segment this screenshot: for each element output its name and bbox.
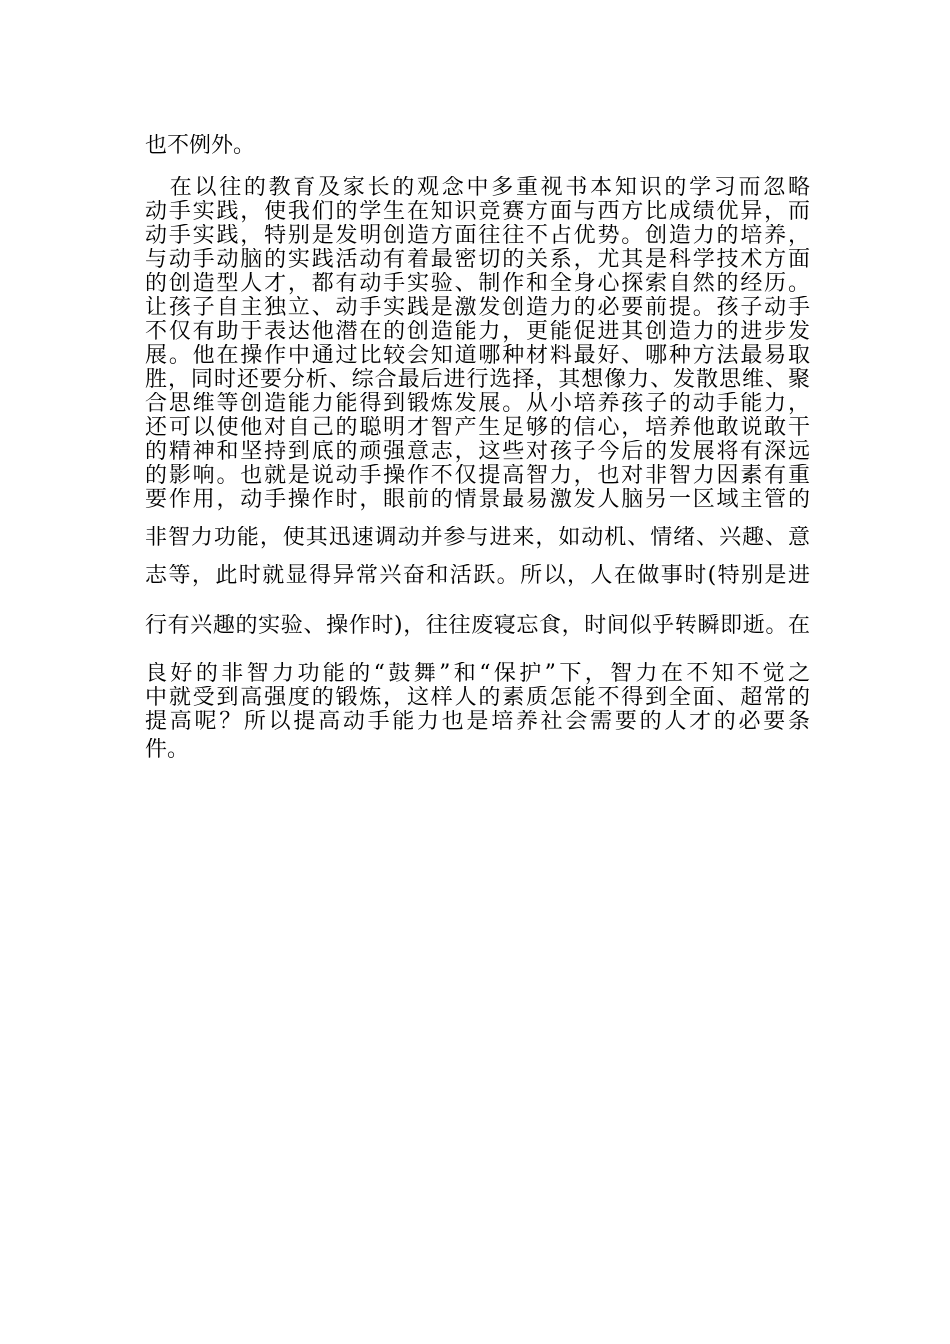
text-line: 良好的非智力功能的“鼓舞”和“保护”下，智力在不知不觉之 xyxy=(145,662,810,686)
text-line: 也不例外。 xyxy=(145,134,256,158)
text-line: 要作用，动手操作时，眼前的情景最易激发人脑另一区域主管的 xyxy=(145,488,810,512)
text-line: 让孩子自主独立、动手实践是激发创造力的必要前提。孩子动手 xyxy=(145,296,810,320)
text-line: 提高呢？所以提高动手能力也是培养社会需要的人才的必要条 xyxy=(145,710,810,734)
text-line: 行有兴趣的实验、操作时)，往往废寝忘食，时间似乎转瞬即逝。在 xyxy=(145,614,810,638)
text-line: 中就受到高强度的锻炼，这样人的素质怎能不得到全面、超常的 xyxy=(145,686,810,710)
text-line: 展。他在操作中通过比较会知道哪种材料最好、哪种方法最易取 xyxy=(145,344,810,368)
text-line: 不仅有助于表达他潜在的创造能力，更能促进其创造力的进步发 xyxy=(145,320,810,344)
text-line: 胜，同时还要分析、综合最后进行选择，其想像力、发散思维、聚 xyxy=(145,368,810,392)
text-line: 志等，此时就显得异常兴奋和活跃。所以，人在做事时(特别是进 xyxy=(145,564,810,588)
text-line: 还可以使他对自己的聪明才智产生足够的信心，培养他敢说敢干 xyxy=(145,416,810,440)
text-line: 的影响。也就是说动手操作不仅提高智力，也对非智力因素有重 xyxy=(145,464,810,488)
text-line: 动手实践，使我们的学生在知识竞赛方面与西方比成绩优异，而 xyxy=(145,200,810,224)
text-line: 与动手动脑的实践活动有着最密切的关系，尤其是科学技术方面 xyxy=(145,248,810,272)
text-line: 非智力功能，使其迅速调动并参与进来，如动机、情绪、兴趣、意 xyxy=(145,526,810,550)
text-line: 合思维等创造能力能得到锻炼发展。从小培养孩子的动手能力， xyxy=(145,392,810,416)
text-line: 件。 xyxy=(145,738,190,762)
text-line: 的精神和坚持到底的顽强意志，这些对孩子今后的发展将有深远 xyxy=(145,440,810,464)
text-line: 动手实践，特别是发明创造方面往往不占优势。创造力的培养， xyxy=(145,224,810,248)
text-line: 的创造型人才，都有动手实验、制作和全身心探索自然的经历。 xyxy=(145,272,810,296)
text-line: 在以往的教育及家长的观念中多重视书本知识的学习而忽略 xyxy=(145,176,810,200)
